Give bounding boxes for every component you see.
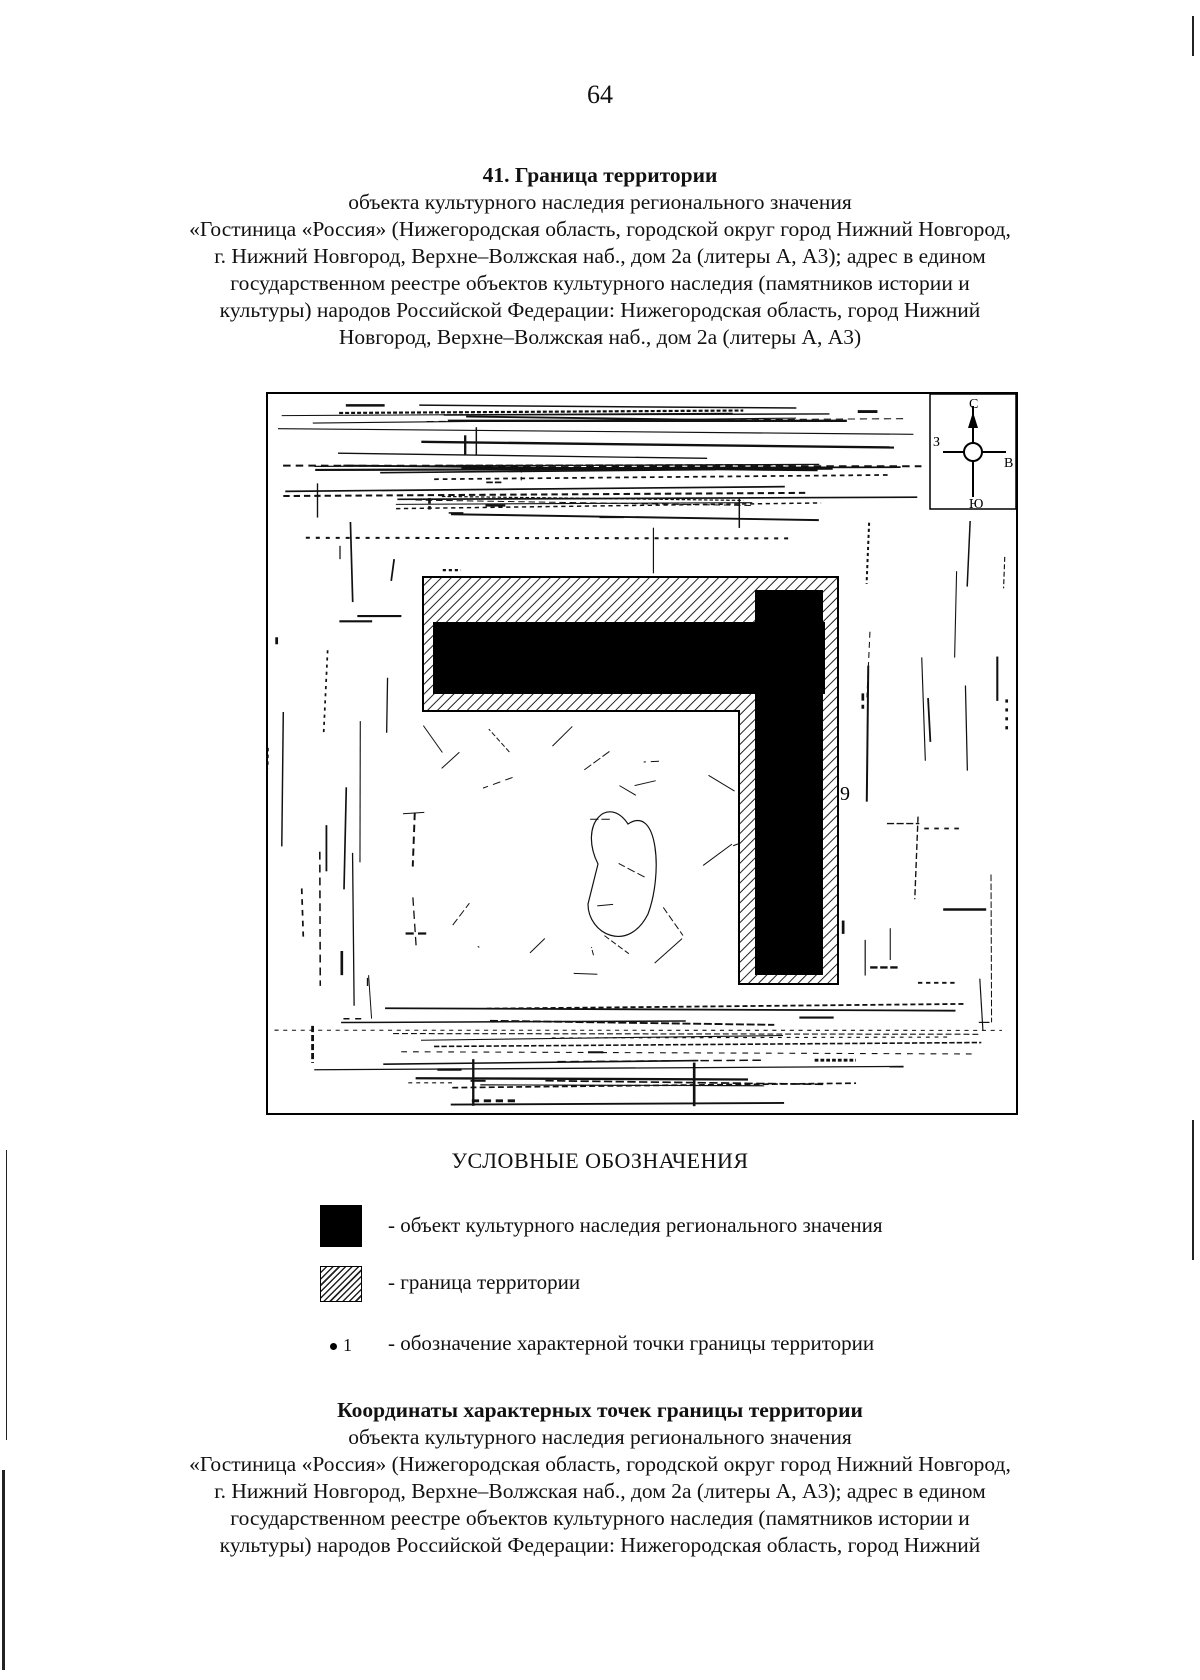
scan-edge-mark — [1192, 16, 1194, 56]
legend-item-text: - граница территории — [388, 1270, 581, 1294]
coordinates-heading-line: объекта культурного наследия регионального значения — [348, 1425, 852, 1449]
coordinates-heading-title: Координаты характерных точек границы территории — [337, 1398, 863, 1422]
map-heading-title: 41. Граница территории — [482, 163, 718, 187]
map-heading-line: культуры) народов Российской Федерации: Нижегородская область, город Нижний — [219, 298, 981, 322]
map-heading — [150, 162, 1050, 351]
compass — [930, 394, 1016, 512]
site-plan-map — [266, 392, 1018, 1115]
point-marker-label: 1 — [343, 1335, 352, 1355]
map-heading-line: г. Нижний Новгород, Верхне–Волжская наб., дом 2а (литеры А, А3); адрес в едином — [214, 244, 986, 268]
cadastral-background-lines — [268, 398, 1016, 1106]
coordinates-heading-line: г. Нижний Новгород, Верхне–Волжская наб., дом 2а (литеры А, А3); адрес в едином — [214, 1479, 986, 1503]
map-heading-line: «Гостиница «Россия» (Нижегородская область, городской округ город Нижний Новгород, — [189, 217, 1011, 241]
scan-edge-mark — [6, 1150, 7, 1440]
hatched-square-icon — [320, 1266, 362, 1302]
legend-title: УСЛОВНЫЕ ОБОЗНАЧЕНИЯ — [451, 1148, 749, 1173]
map-heading-line: государственном реестре объектов культурного наследия (памятников истории и — [230, 271, 970, 295]
map-heading-line: объекта культурного наследия регионального значения — [348, 190, 852, 214]
black-square-icon — [320, 1205, 362, 1247]
scan-edge-mark — [2, 1470, 5, 1670]
compass-east-label: В — [1004, 456, 1014, 471]
scan-edge-mark — [1192, 1120, 1194, 1260]
compass-west-label: З — [933, 435, 941, 450]
legend-item-text: - объект культурного наследия регионального значения — [388, 1213, 883, 1237]
compass-south-label: Ю — [969, 497, 984, 512]
legend-item-text: - обозначение характерной точки границы территории — [388, 1331, 875, 1355]
page-number: 64 — [587, 80, 613, 109]
coordinates-heading — [150, 1397, 1050, 1559]
heritage-building-tower — [755, 590, 823, 975]
site-plan-drawing — [268, 394, 1016, 1113]
point-marker-icon — [330, 1335, 352, 1356]
coordinates-heading-line: «Гостиница «Россия» (Нижегородская область, городской округ город Нижний Новгород, — [189, 1452, 1011, 1476]
boundary-point-label: 9 — [840, 783, 850, 805]
map-heading-line: Новгород, Верхне–Волжская наб., дом 2а (литеры А, А3) — [338, 325, 862, 349]
coordinates-heading-line: культуры) народов Российской Федерации: Нижегородская область, город Нижний — [219, 1533, 981, 1557]
coordinates-heading-line: государственном реестре объектов культурного наследия (памятников истории и — [230, 1506, 970, 1530]
compass-north-label: С — [969, 397, 979, 412]
